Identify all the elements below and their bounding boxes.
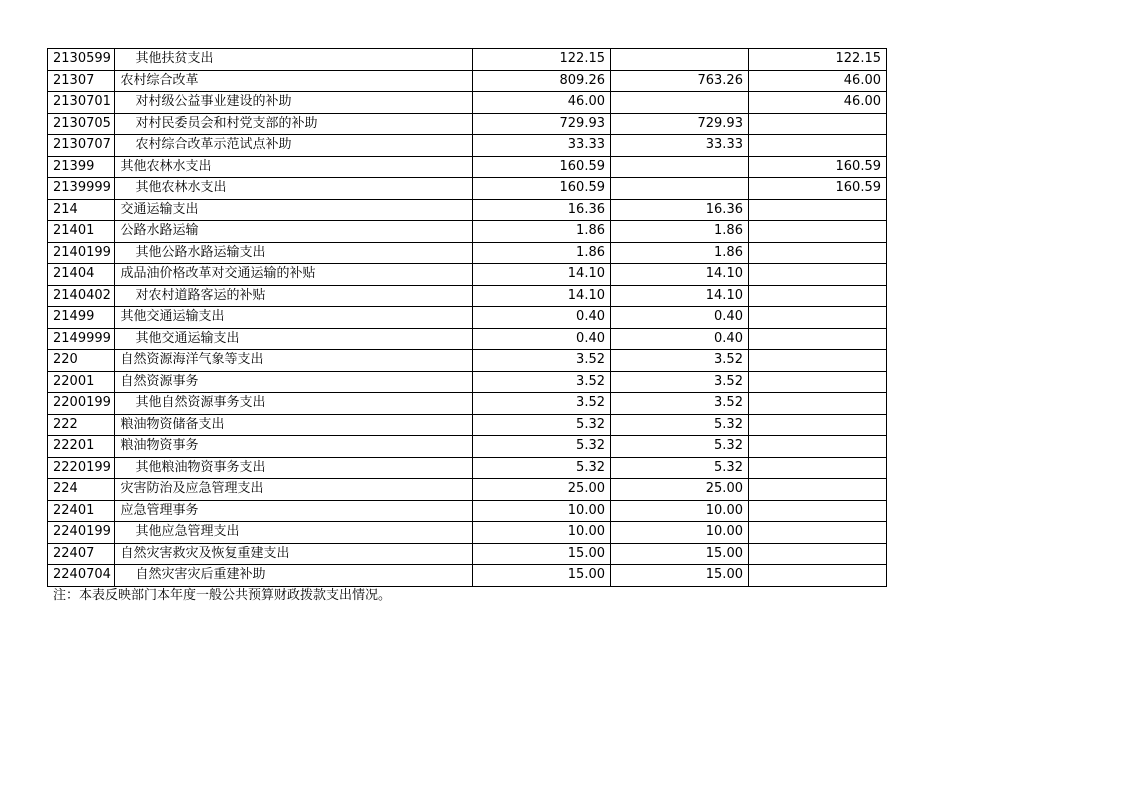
row-project-cell (748, 457, 886, 479)
table-row (48, 49, 887, 71)
row-basic-cell (611, 178, 749, 200)
row-total-cell: 33.33 (473, 135, 611, 157)
row-project-cell: 122.15 (748, 49, 886, 71)
row-basic-cell: 3.52 (611, 393, 749, 415)
row-code-cell: 2149999 (48, 328, 115, 350)
row-code-cell: 214 (48, 199, 115, 221)
table-footnote: 注：本表反映部门本年度一般公共预算财政拨款支出情况。 (53, 588, 392, 603)
row-total-cell: 1.86 (473, 221, 611, 243)
row-basic-cell: 33.33 (611, 135, 749, 157)
row-code-cell: 22001 (48, 371, 115, 393)
row-project-cell (748, 135, 886, 157)
table-row (48, 457, 887, 479)
row-name-cell: 其他自然资源事务支出 (115, 393, 473, 415)
row-total-cell: 46.00 (473, 92, 611, 114)
row-total-cell: 10.00 (473, 522, 611, 544)
row-code-cell: 22407 (48, 543, 115, 565)
row-code-cell: 2140199 (48, 242, 115, 264)
row-basic-cell: 0.40 (611, 328, 749, 350)
table-row (48, 393, 887, 415)
row-code-cell: 2240704 (48, 565, 115, 587)
table-body (48, 49, 887, 587)
row-name-cell: 自然灾害灾后重建补助 (115, 565, 473, 587)
row-total-cell: 3.52 (473, 393, 611, 415)
row-name-cell: 交通运输支出 (115, 199, 473, 221)
row-code-cell: 2130599 (48, 49, 115, 71)
row-project-cell (748, 328, 886, 350)
row-basic-cell: 5.32 (611, 414, 749, 436)
row-code-cell: 21307 (48, 70, 115, 92)
table-row (48, 328, 887, 350)
row-basic-cell: 0.40 (611, 307, 749, 329)
row-name-cell: 农村综合改革示范试点补助 (115, 135, 473, 157)
table-row (48, 285, 887, 307)
row-basic-cell: 14.10 (611, 285, 749, 307)
row-project-cell (748, 371, 886, 393)
row-basic-cell: 10.00 (611, 522, 749, 544)
row-code-cell: 2220199 (48, 457, 115, 479)
row-total-cell: 5.32 (473, 457, 611, 479)
table-row (48, 242, 887, 264)
row-total-cell: 3.52 (473, 371, 611, 393)
row-total-cell: 0.40 (473, 328, 611, 350)
row-name-cell: 其他农林水支出 (115, 156, 473, 178)
table-row (48, 92, 887, 114)
row-name-cell: 农村综合改革 (115, 70, 473, 92)
row-name-cell: 对村民委员会和村党支部的补助 (115, 113, 473, 135)
row-project-cell (748, 285, 886, 307)
row-code-cell: 21399 (48, 156, 115, 178)
table-row (48, 479, 887, 501)
row-basic-cell: 5.32 (611, 436, 749, 458)
row-name-cell: 自然灾害救灾及恢复重建支出 (115, 543, 473, 565)
row-name-cell: 应急管理事务 (115, 500, 473, 522)
table-row (48, 264, 887, 286)
row-code-cell: 224 (48, 479, 115, 501)
row-total-cell: 5.32 (473, 436, 611, 458)
row-code-cell: 2139999 (48, 178, 115, 200)
row-project-cell (748, 565, 886, 587)
row-name-cell: 成品油价格改革对交通运输的补贴 (115, 264, 473, 286)
table-row (48, 156, 887, 178)
row-project-cell: 160.59 (748, 178, 886, 200)
row-project-cell (748, 264, 886, 286)
row-total-cell: 14.10 (473, 285, 611, 307)
row-code-cell: 220 (48, 350, 115, 372)
row-name-cell: 其他粮油物资事务支出 (115, 457, 473, 479)
table-row (48, 221, 887, 243)
row-name-cell: 自然资源事务 (115, 371, 473, 393)
row-basic-cell: 1.86 (611, 221, 749, 243)
table-row (48, 565, 887, 587)
row-total-cell: 16.36 (473, 199, 611, 221)
row-project-cell (748, 393, 886, 415)
row-name-cell: 其他公路水路运输支出 (115, 242, 473, 264)
row-basic-cell: 16.36 (611, 199, 749, 221)
row-total-cell: 729.93 (473, 113, 611, 135)
table-row (48, 178, 887, 200)
table-row (48, 307, 887, 329)
row-project-cell (748, 242, 886, 264)
row-total-cell: 15.00 (473, 543, 611, 565)
row-project-cell (748, 350, 886, 372)
row-total-cell: 10.00 (473, 500, 611, 522)
row-code-cell: 22401 (48, 500, 115, 522)
table-row (48, 135, 887, 157)
table-row (48, 414, 887, 436)
row-name-cell: 粮油物资事务 (115, 436, 473, 458)
row-code-cell: 2140402 (48, 285, 115, 307)
row-code-cell: 2130701 (48, 92, 115, 114)
row-project-cell (748, 436, 886, 458)
row-project-cell (748, 307, 886, 329)
row-basic-cell: 25.00 (611, 479, 749, 501)
row-basic-cell: 729.93 (611, 113, 749, 135)
row-name-cell: 粮油物资储备支出 (115, 414, 473, 436)
row-total-cell: 160.59 (473, 156, 611, 178)
row-project-cell (748, 543, 886, 565)
row-basic-cell: 14.10 (611, 264, 749, 286)
row-project-cell: 160.59 (748, 156, 886, 178)
row-code-cell: 2240199 (48, 522, 115, 544)
table-row (48, 436, 887, 458)
row-project-cell (748, 221, 886, 243)
row-name-cell: 对村级公益事业建设的补助 (115, 92, 473, 114)
row-total-cell: 25.00 (473, 479, 611, 501)
row-basic-cell: 15.00 (611, 543, 749, 565)
row-code-cell: 2200199 (48, 393, 115, 415)
row-name-cell: 其他交通运输支出 (115, 307, 473, 329)
table-row (48, 500, 887, 522)
row-project-cell (748, 414, 886, 436)
row-name-cell: 自然资源海洋气象等支出 (115, 350, 473, 372)
row-code-cell: 21401 (48, 221, 115, 243)
row-code-cell: 2130705 (48, 113, 115, 135)
table-row (48, 199, 887, 221)
row-code-cell: 21404 (48, 264, 115, 286)
table-row (48, 371, 887, 393)
table-row (48, 350, 887, 372)
table-row (48, 522, 887, 544)
row-total-cell: 5.32 (473, 414, 611, 436)
row-name-cell: 其他交通运输支出 (115, 328, 473, 350)
row-total-cell: 3.52 (473, 350, 611, 372)
table-row (48, 113, 887, 135)
row-basic-cell (611, 156, 749, 178)
row-name-cell: 对农村道路客运的补贴 (115, 285, 473, 307)
row-project-cell: 46.00 (748, 70, 886, 92)
row-total-cell: 160.59 (473, 178, 611, 200)
row-total-cell: 809.26 (473, 70, 611, 92)
row-basic-cell: 5.32 (611, 457, 749, 479)
row-basic-cell (611, 49, 749, 71)
row-total-cell: 15.00 (473, 565, 611, 587)
row-code-cell: 21499 (48, 307, 115, 329)
table-row (48, 543, 887, 565)
row-basic-cell: 1.86 (611, 242, 749, 264)
row-project-cell (748, 479, 886, 501)
row-name-cell: 公路水路运输 (115, 221, 473, 243)
row-total-cell: 122.15 (473, 49, 611, 71)
row-total-cell: 14.10 (473, 264, 611, 286)
row-name-cell: 其他农林水支出 (115, 178, 473, 200)
row-project-cell (748, 522, 886, 544)
row-basic-cell: 15.00 (611, 565, 749, 587)
row-basic-cell: 763.26 (611, 70, 749, 92)
row-total-cell: 1.86 (473, 242, 611, 264)
row-code-cell: 222 (48, 414, 115, 436)
row-name-cell: 其他应急管理支出 (115, 522, 473, 544)
row-name-cell: 其他扶贫支出 (115, 49, 473, 71)
row-name-cell: 灾害防治及应急管理支出 (115, 479, 473, 501)
row-basic-cell: 3.52 (611, 350, 749, 372)
row-code-cell: 2130707 (48, 135, 115, 157)
row-basic-cell: 10.00 (611, 500, 749, 522)
row-code-cell: 22201 (48, 436, 115, 458)
row-basic-cell (611, 92, 749, 114)
expenditure-table (47, 48, 887, 587)
row-project-cell: 46.00 (748, 92, 886, 114)
row-total-cell: 0.40 (473, 307, 611, 329)
row-basic-cell: 3.52 (611, 371, 749, 393)
table-row (48, 70, 887, 92)
row-project-cell (748, 113, 886, 135)
row-project-cell (748, 199, 886, 221)
row-project-cell (748, 500, 886, 522)
